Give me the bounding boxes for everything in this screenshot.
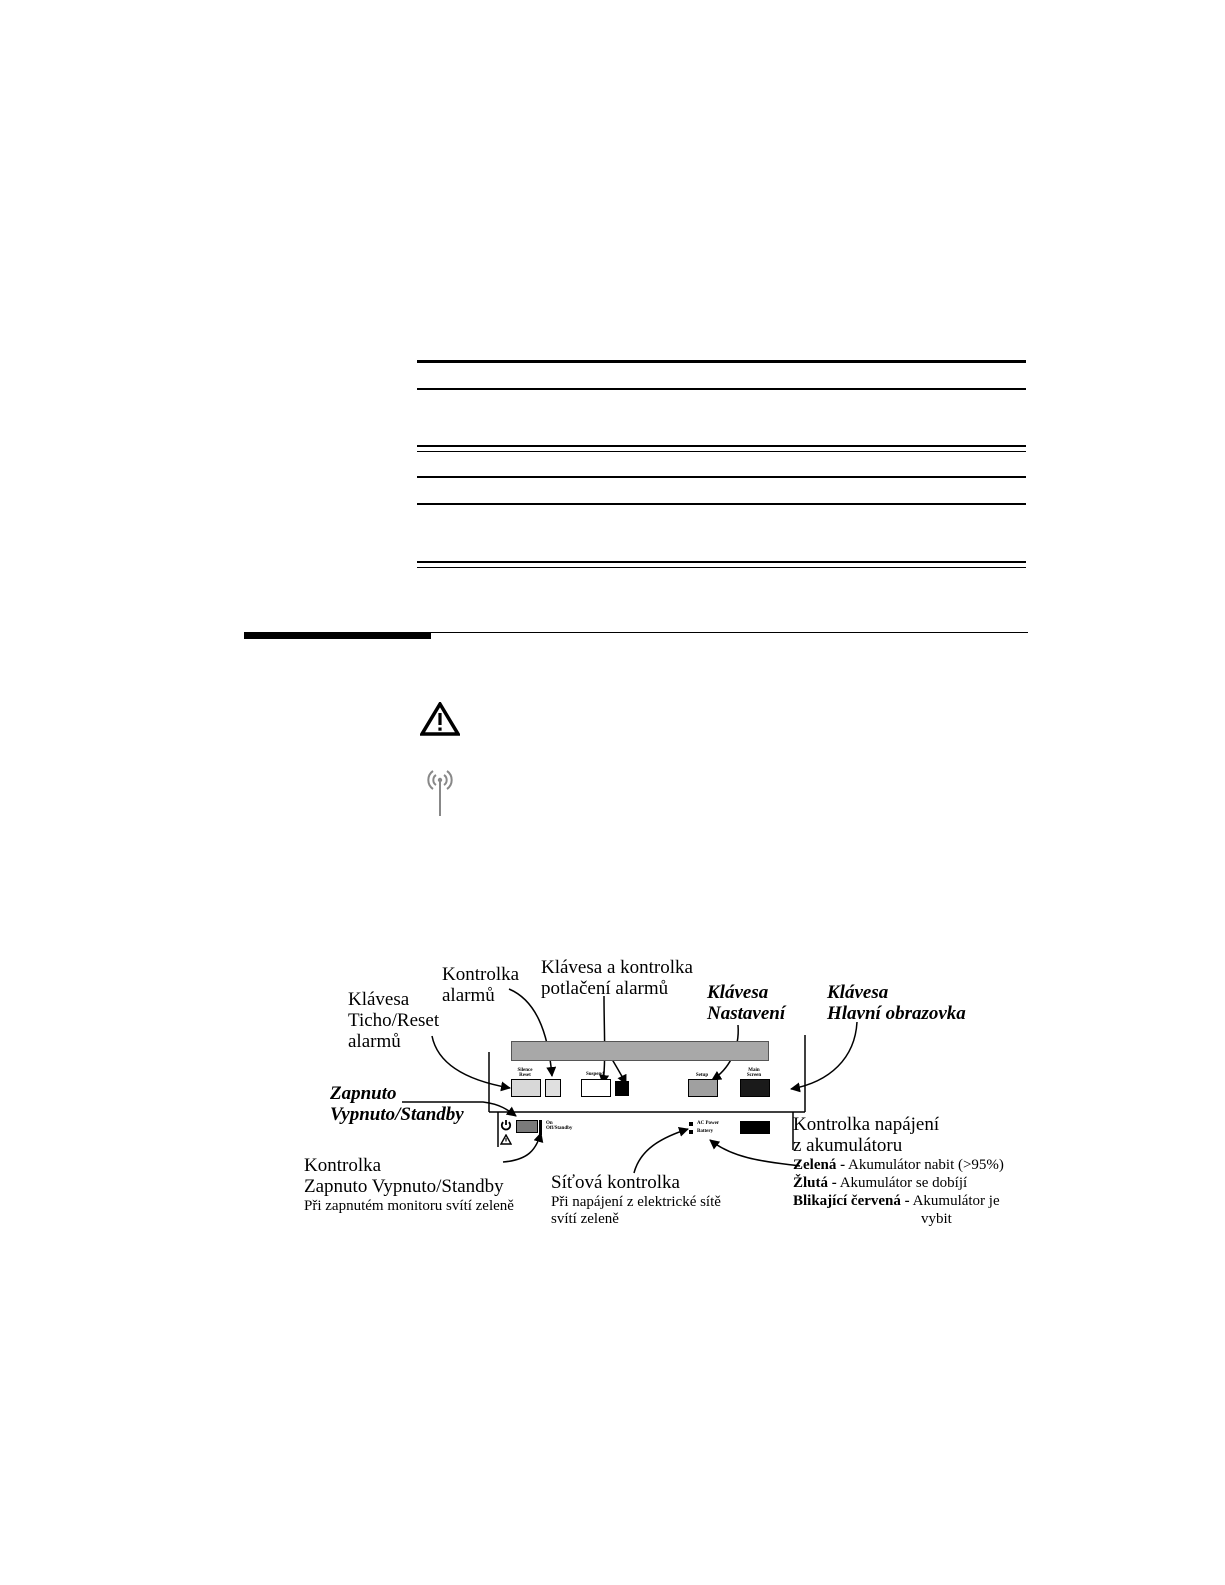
label-klavesa-nastaveni: Klávesa Nastavení — [707, 982, 786, 1024]
battery-state-yellow: Žlutá - Akumulátor se dobíjí — [793, 1175, 968, 1191]
label-kontrolka-napajeni: Kontrolka napájení z akumulátoru — [793, 1114, 940, 1156]
label-klavesa-hlavni: Klávesa Hlavní obrazovka — [827, 982, 966, 1024]
label-sitova-kontrolka: Síťová kontrolka — [551, 1172, 680, 1193]
label-kontrolka-alarmu: Kontrolka alarmů — [442, 964, 520, 1006]
ac-power-indicator — [689, 1122, 693, 1126]
power-labels: AC Power Battery — [697, 1121, 720, 1134]
main-screen-key[interactable] — [740, 1079, 770, 1097]
battery-state-red: Blikající červená - Akumulátor je — [793, 1193, 1000, 1209]
suspend-key[interactable] — [581, 1079, 611, 1097]
alarm-indicator — [545, 1079, 561, 1097]
main-screen-label: Main Screen — [746, 1068, 762, 1078]
label-zapnuto-vypnuto: Zapnuto Vypnuto/Standby — [330, 1083, 464, 1125]
battery-state-green: Zelená - Akumulátor nabit (>95%) — [793, 1157, 1004, 1173]
on-standby-labels: On Off/Standby — [546, 1121, 573, 1131]
suspend-label: Suspend — [585, 1072, 605, 1077]
on-standby-indicator — [539, 1120, 542, 1135]
suspend-indicator — [615, 1081, 629, 1096]
speaker-block — [740, 1121, 770, 1134]
display-slot — [511, 1041, 769, 1061]
power-icon — [500, 1119, 512, 1131]
battery-indicator — [689, 1130, 693, 1134]
label-klavesa-ticho: Klávesa Ticho/Reset alarmů — [348, 989, 440, 1052]
setup-label: Setup — [695, 1073, 709, 1078]
label-kontrolka-zapnuto-note: Při zapnutém monitoru svítí zeleně — [304, 1198, 514, 1214]
battery-state-red-cont: vybit — [921, 1211, 952, 1227]
silence-reset-key[interactable] — [511, 1079, 541, 1097]
label-klavesa-potlaceni: Klávesa a kontrolka potlačení alarmů — [541, 957, 693, 999]
alarm-triangle-icon — [500, 1134, 512, 1145]
silence-reset-label: Silence Reset — [517, 1068, 533, 1078]
on-standby-key[interactable] — [516, 1120, 538, 1133]
label-kontrolka-zapnuto: Kontrolka Zapnuto Vypnuto/Standby — [304, 1155, 504, 1197]
label-sitova-note: Při napájení z elektrické sítě svítí zeleně — [551, 1194, 721, 1227]
setup-key[interactable] — [688, 1079, 718, 1097]
